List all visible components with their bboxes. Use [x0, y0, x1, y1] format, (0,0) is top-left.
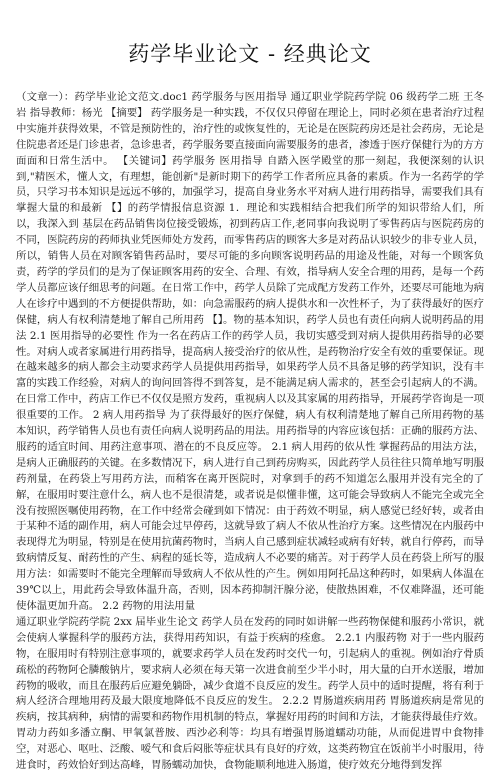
- body-paragraph-2: 通辽职业学院药学院 2xx 届毕业生论文 药学人员在发药的同时如讲解一些药物保健和服药小常识，就会使病人掌握科学的服药方法，获得用药知识，有益于疾病的痊愈。 2.2.1 内服药物 对于一些内服药物，在服用时有特别注意事项的，就要求药学人员在发药时交代一句，引起病人的重视。例如治疗骨质疏松的药物阿仑膦酸钠片，要求病人必须在每天第一次进食前至少半小时，用大量的白开水送服，增加药物的吸收，而且在服药后应避免躺卧，减少食道不良反应的发生。药学人员中的适时提醒，将有利于病人经济合理地用药及最大限度地降低不良反应的发生。 2.2.2 胃肠道疾病用药 胃肠道疾病是常见的疾病，按其病种，病情的需要和药物作用机制的特点，掌握好用药的时间和方法，才能获得最佳疗效。胃动力药如多潘立酮、甲氧氯普胺、西沙必利等：均具有增强胃肠道蠕动功能，从而促进胃中食物排空，对恶心、呕吐、泛酸、嗳气和食后闷胀等症状具有良好的疗效，这类药物宜在饭前半小时服用，待进食时，药效恰好到达高峰，胃肠蠕动加快，食物能顺利地进入肠道，使疗效充分地得到发挥: [16, 615, 484, 772]
- document-title: 药学毕业论文 - 经典论文: [128, 42, 372, 66]
- document-body: [16, 90, 484, 772]
- body-paragraph-1: （文章一）：药学毕业论文范文.doc1 药学服务与医用指导 通辽职业学院药学院 06 级药学二班 王冬岩 指导教师：杨光 【摘要】 药学服务是一种实践，不仅仅只停留在理论上，同时必须在患者治疗过程中实施并获得效果，不管是预防性的，治疗性的或恢复性的，无论是在医院药房还是社会药房，无论是住院患者还是门诊患者，急诊患者，药学服务要直接面向需要服务的患者，渗透于医疗保健行为的方方面面和日常生活中。 【关键词】药学服务 医用指导 自踏入医学殿堂的那一刻起，我便深刻的认识到,"精医术，懂人文，有理想，能创新"是新时期下的药学工作者所应具备的素质。作为一名药学的学员，只学习书本知识是远远不够的，加强学习，提高自身业务水平对病人进行用药指导，需要我们具有掌握大量的和最新 【】的药学情报信息资源 1．理论和实践相结合把我们所学的知识带给人们，所以，我深入到 基层在药品销售岗位接受锻炼，初到药店工作,老同事向我说明了零售药店与医院药房的不同，医院药房的药师执业凭医师处方发药，而零售药店的顾客大多是对药品认识较少的非专业人员，所以，销售人员在对顾客销售药品时，要尽可能的多向顾客说明药品的用途及性能，对每一个顾客负责，药学的学员们的是为了保证顾客用药的安全、合理、有效，指导病人安全合理的用药，是每一个药学人员都应该仔细思考的问题。在日常工作中，药学人员除了完成配方发药工作外，还要尽可能地为病人在诊疗中遇到的不方便提供帮助，如：向急需服药的病人提供水和一次性杯子，为了获得最好的医疗保健，病人有权利清楚地了解自己所用药 【】。物的基本知识，药学人员也有责任向病人说明药品的用法 2.1 医用指导的必要性 作为一名在药店工作的药学人员，我切实感受到对病人提供用药指导的必要性。对病人或者家属进行用药指导，提高病人接受治疗的依从性，是药物治疗安全有效的重要保证。现在越来越多的病人都会主动要求药学人员提供用药指导，如果药学人员不具备足够的药学知识，没有丰富的实践工作经验，对病人的询问回答得不到答复，是不能满足病人需求的，甚至会引起病人的不满。在日常工作中，药店工作已不仅仅是照方发药，重视病人以及其家属的用药指导，开展药学咨询是一项很重要的工作。 2 病人用药指导 为了获得最好的医疗保健，病人有权利清楚地了解自己所用药物的基本知识，药学销售人员也有责任向病人说明药品的用法。用药指导的内容应该包括：正确的服药方法、服药的适宜时间、用药注意事项、潜在的不良反应等。 2.1 病人用药的依从性 掌握药品的用法方法，是病人正确服药的关键。在多数情况下，病人进行自己到药房购买，因此药学人员往往只简单地写明服药剂量，在药袋上写用药方法，而稍客在离开医院时，对拿到手的药不知道怎么服用并没有完全的了解，在服用时要注意什么，病人也不是很清楚，或者说是似懂非懂，这可能会导致病人不能完全或完全没有按照医嘱使用药物，在工作中经常会碰到如下情况：由于药效不明显，病人感觉已经好转，或者由于某种不适的副作用，病人可能会过早停药，这就导致了病人不依从性治疗方案。这些情况在内服药中表现得尤为明显，特别是在使用抗菌药物时，当病人自己感到症状减轻或病有好转，就自行停药，而导致病情反复、耐药性的产生、病程的延长等，造成病人不必要的痛苦。对于药学人员在药袋上所写的服用方法：如需要时不能完全理解而导致病人不依从性的产生。例如用阿托品这种药时，如果病人体温在 39℃以上，用此药会导致体温升高，否则，因本药抑制汗腺分泌，使散热困难，不仅难降温，还可能使体温更加升高。 2.2 药物的用法用量: [16, 91, 484, 612]
